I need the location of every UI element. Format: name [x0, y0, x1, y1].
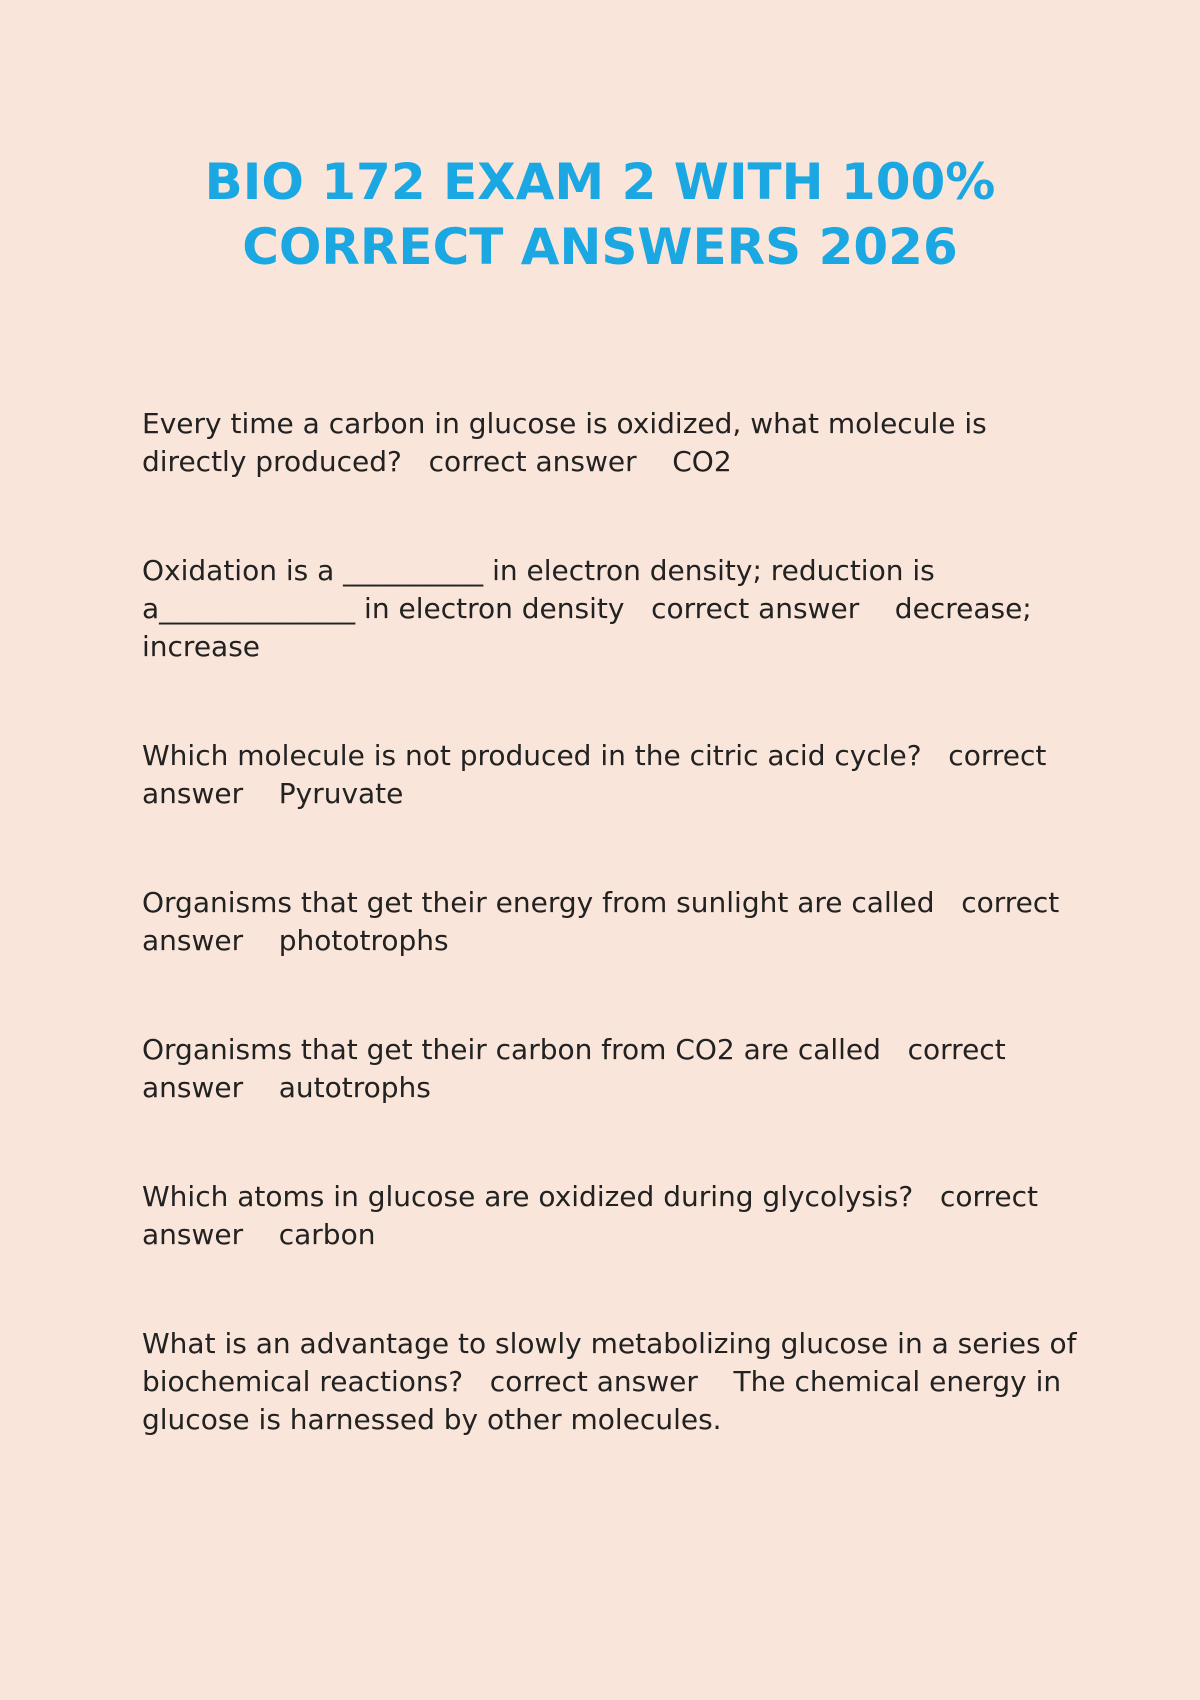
qa-item-1: Every time a carbon in glucose is oxidized, what molecule is directly produced? correct answer CO2	[142, 407, 987, 478]
question-answer-list	[142, 405, 1092, 1510]
qa-item-7: What is an advantage to slowly metabolizing glucose in a series of biochemical reactions? correct answer The chemical energy in glucose is harnessed by other molecules.	[142, 1327, 1077, 1436]
qa-item-4: Organisms that get their energy from sunlight are called correct answer phototrophs	[142, 886, 1060, 957]
title-line-1: BIO 172 EXAM 2 WITH 100%	[204, 153, 996, 211]
qa-item-5: Organisms that get their carbon from CO2 are called correct answer autotrophs	[142, 1033, 1006, 1104]
title-line-2: CORRECT ANSWERS 2026	[242, 218, 958, 276]
qa-item-2: Oxidation is a __________ in electron density; reduction is a______________ in electron density correct answer decrease; increase	[142, 554, 1032, 663]
document-title	[0, 150, 1200, 280]
qa-item-6: Which atoms in glucose are oxidized during glycolysis? correct answer carbon	[142, 1180, 1038, 1251]
qa-item-3: Which molecule is not produced in the citric acid cycle? correct answer Pyruvate	[142, 739, 1047, 810]
